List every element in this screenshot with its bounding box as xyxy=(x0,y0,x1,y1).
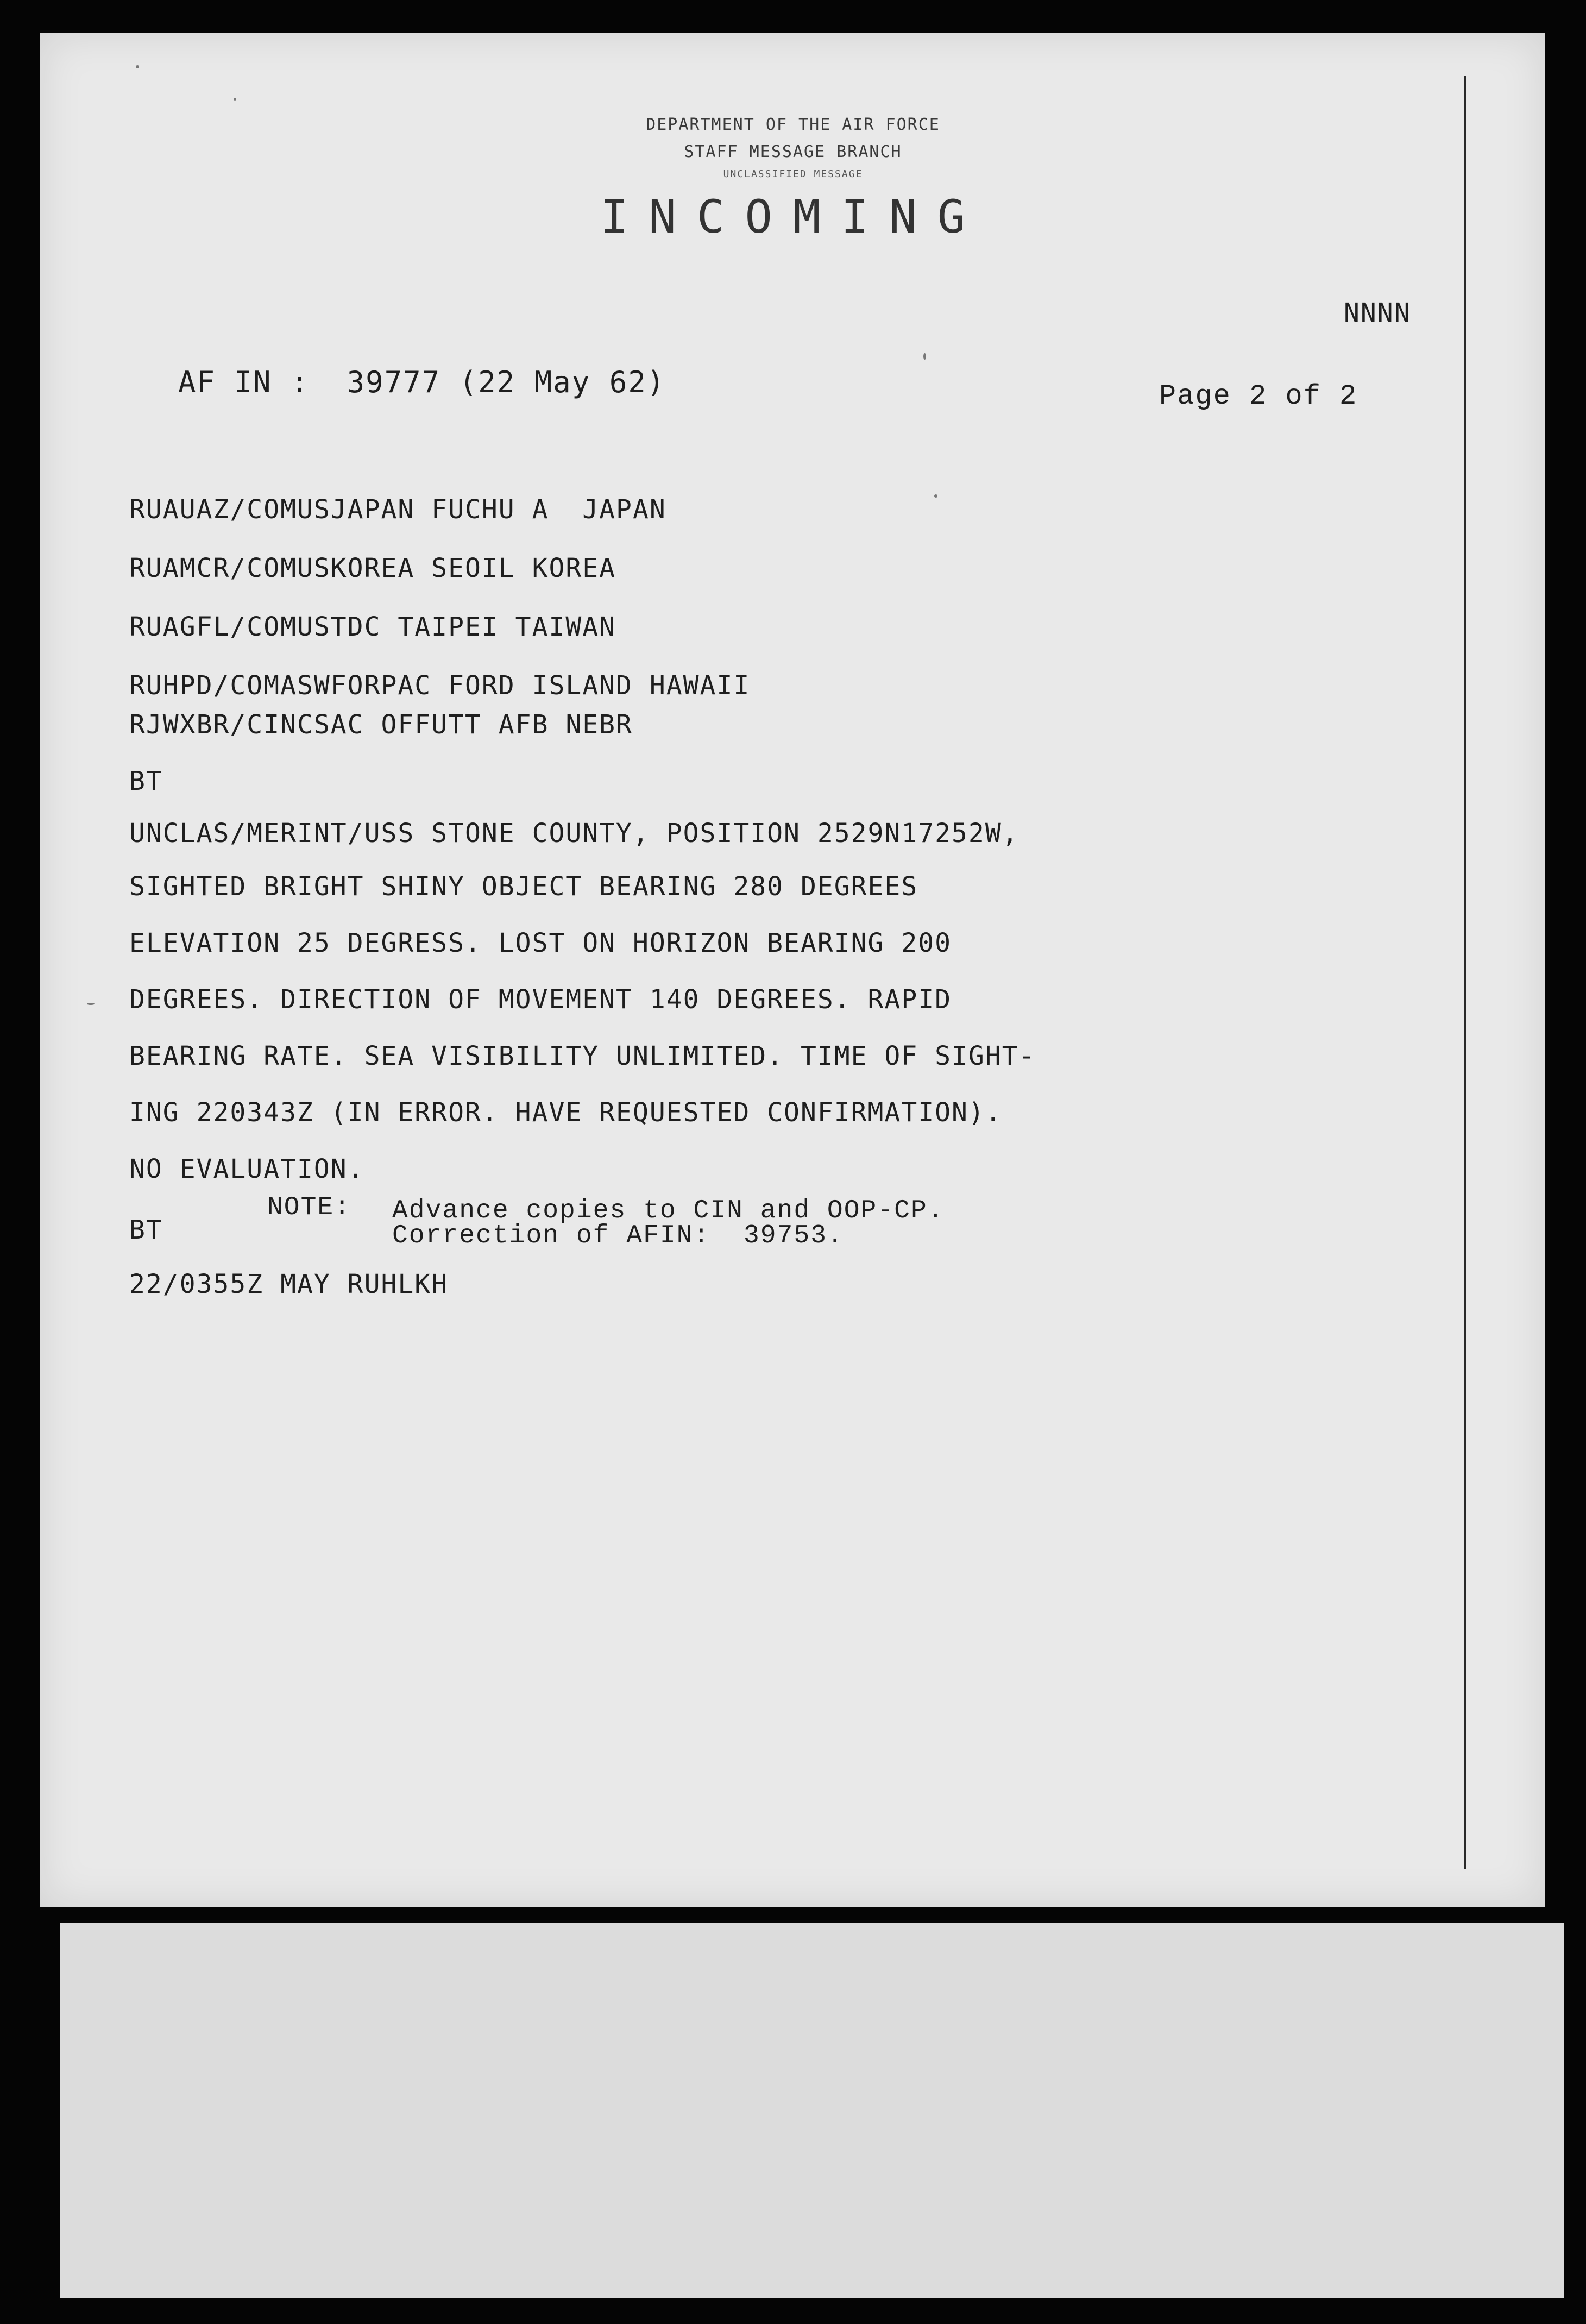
break-marker: BT xyxy=(129,766,163,796)
dust-speck xyxy=(234,98,236,101)
message-body-line: BEARING RATE. SEA VISIBILITY UNLIMITED. TIME OF SIGHT- xyxy=(129,1041,1036,1071)
message-body-line: NO EVALUATION. xyxy=(129,1154,364,1184)
message-body-line: DEGREES. DIRECTION OF MOVEMENT 140 DEGREES. RAPID xyxy=(129,984,952,1015)
af-in-number: AF IN : 39777 (22 May 62) xyxy=(178,365,666,399)
page-number: Page 2 of 2 xyxy=(1159,380,1358,412)
break-marker-end: BT xyxy=(129,1215,163,1245)
header-classification: UNCLASSIFIED MESSAGE xyxy=(723,168,863,180)
end-marker: NNNN xyxy=(1344,298,1411,328)
date-time-group: 22/0355Z MAY RUHLKH xyxy=(129,1269,449,1299)
backing-sheet xyxy=(60,1923,1564,2298)
message-sheet xyxy=(40,33,1545,1907)
dust-speck xyxy=(934,494,937,498)
routing-line: RUHPD/COMASWFORPAC FORD ISLAND HAWAII xyxy=(129,670,751,701)
note-line: Advance copies to CIN and OOP-CP. xyxy=(392,1196,945,1226)
routing-line: RUAUAZ/COMUSJAPAN FUCHU A JAPAN xyxy=(129,494,666,525)
incoming-title: INCOMING xyxy=(600,190,986,243)
dust-speck xyxy=(87,1003,95,1005)
dust-speck xyxy=(923,353,926,360)
header-branch: STAFF MESSAGE BRANCH xyxy=(684,142,902,161)
note-label: NOTE: xyxy=(267,1193,351,1222)
dust-speck xyxy=(136,65,139,68)
right-margin-rule xyxy=(1464,76,1466,1869)
message-body-line: UNCLAS/MERINT/USS STONE COUNTY, POSITION 2529N17252W, xyxy=(129,818,1019,849)
header-department: DEPARTMENT OF THE AIR FORCE xyxy=(646,115,940,134)
note-line: Correction of AFIN: 39753. xyxy=(392,1221,844,1251)
message-body-line: SIGHTED BRIGHT SHINY OBJECT BEARING 280 DEGREES xyxy=(129,871,918,902)
routing-line: RUAMCR/COMUSKOREA SEOIL KOREA xyxy=(129,553,616,583)
message-body-line: ELEVATION 25 DEGRESS. LOST ON HORIZON BEARING 200 xyxy=(129,928,952,958)
routing-line: RJWXBR/CINCSAC OFFUTT AFB NEBR xyxy=(129,709,633,740)
routing-line: RUAGFL/COMUSTDC TAIPEI TAIWAN xyxy=(129,612,616,642)
message-body-line: ING 220343Z (IN ERROR. HAVE REQUESTED CONFIRMATION). xyxy=(129,1097,1002,1128)
